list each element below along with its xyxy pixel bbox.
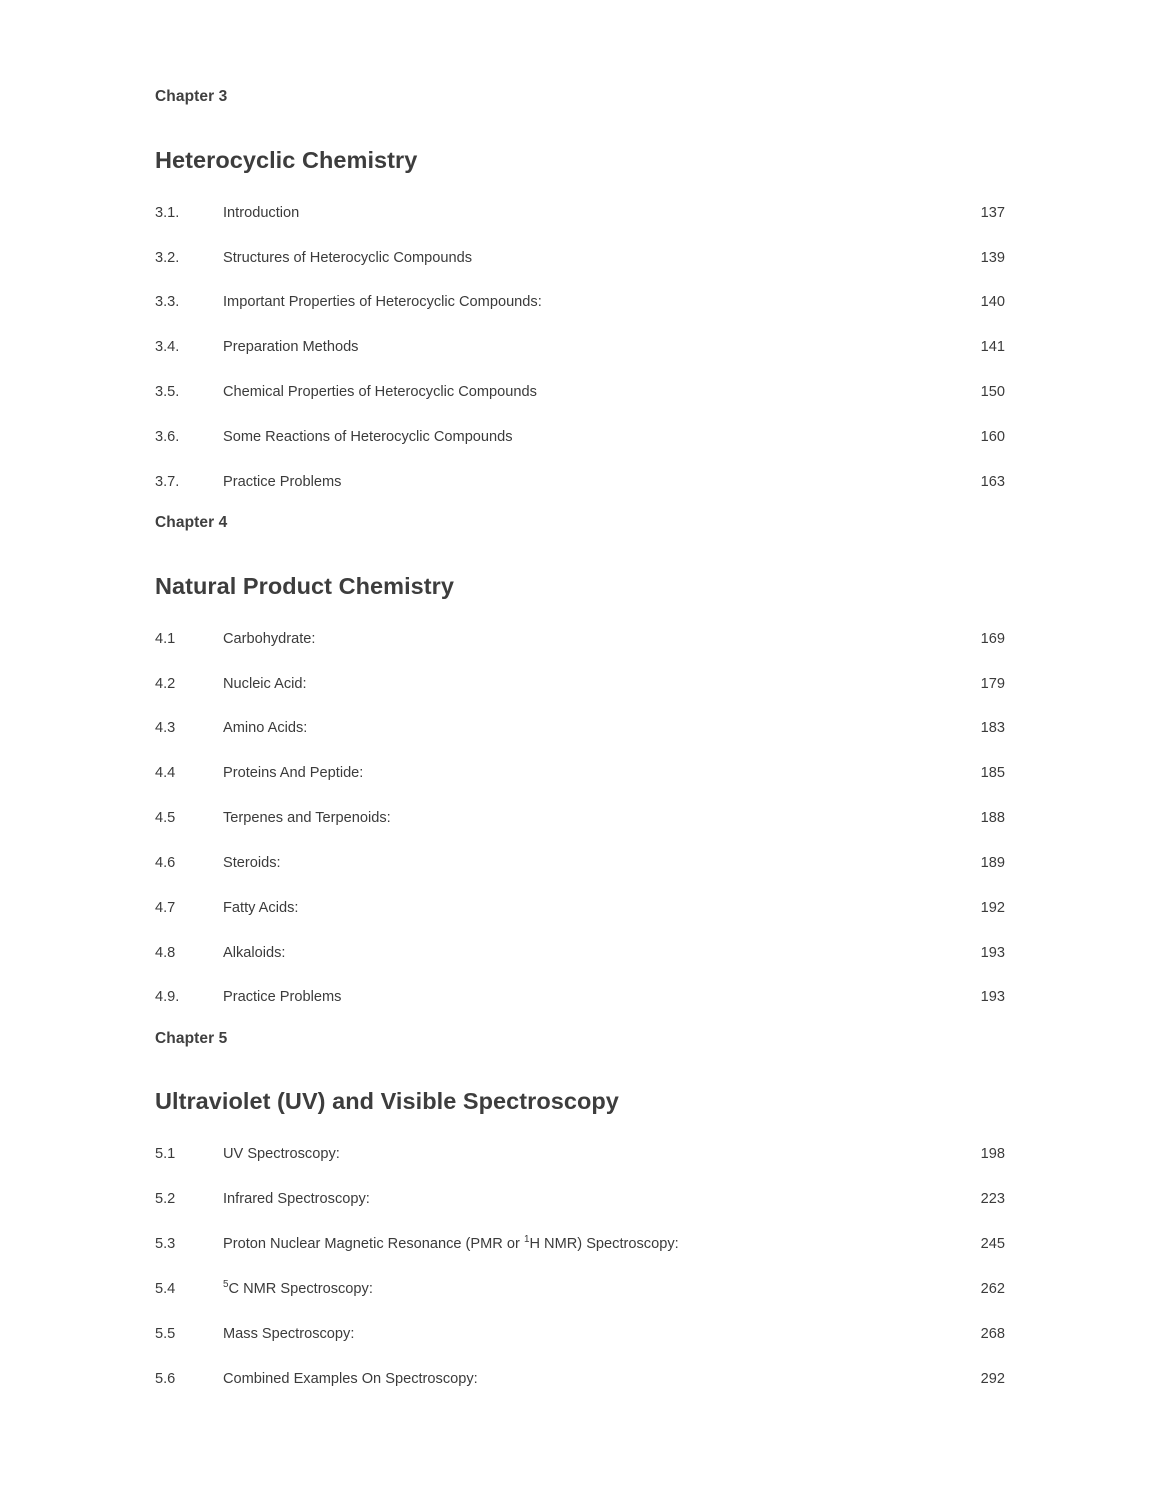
toc-entry-list xyxy=(155,630,1005,1007)
chapter-section-4 xyxy=(155,514,1005,1007)
toc-entry-title: Fatty Acids: xyxy=(223,899,299,916)
toc-entry[interactable] xyxy=(155,630,1005,648)
toc-entry[interactable] xyxy=(155,428,1005,446)
toc-entry[interactable] xyxy=(155,809,1005,827)
chapter-label: Chapter 3 xyxy=(155,88,228,105)
toc-entry-title: Mass Spectroscopy: xyxy=(223,1325,355,1342)
toc-entry-number: 3.6. xyxy=(155,428,180,445)
toc-entry-page: 185 xyxy=(980,765,1005,782)
toc-entry-title: Some Reactions of Heterocyclic Compounds xyxy=(223,428,513,445)
toc-entry[interactable] xyxy=(155,204,1005,222)
toc-entry[interactable] xyxy=(155,1280,1005,1298)
toc-entry-number: 4.9. xyxy=(155,989,180,1006)
toc-entry[interactable] xyxy=(155,1145,1005,1163)
toc-entry-title: Infrared Spectroscopy: xyxy=(223,1191,370,1208)
chapter-title: Heterocyclic Chemistry xyxy=(155,146,418,173)
section-spacer xyxy=(155,491,1005,514)
toc-entry-page: 193 xyxy=(980,944,1005,961)
toc-entry-title: Introduction xyxy=(223,204,300,221)
toc-content xyxy=(155,88,1005,1388)
toc-entry[interactable] xyxy=(155,293,1005,311)
toc-entry[interactable] xyxy=(155,854,1005,872)
toc-entry-title: Proteins And Peptide: xyxy=(223,765,364,782)
toc-entry-list xyxy=(155,1145,1005,1387)
toc-entry-number: 3.1. xyxy=(155,204,180,221)
toc-entry-page: 245 xyxy=(980,1236,1005,1253)
toc-entry[interactable] xyxy=(155,944,1005,962)
toc-entry-page: 188 xyxy=(980,810,1005,827)
toc-entry[interactable] xyxy=(155,719,1005,737)
toc-entry-title: UV Spectroscopy: xyxy=(223,1146,340,1163)
toc-entry-number: 4.4 xyxy=(155,765,176,782)
toc-entry-page: 192 xyxy=(980,899,1005,916)
toc-entry-number: 4.5 xyxy=(155,810,176,827)
toc-entry-title: Practice Problems xyxy=(223,473,342,490)
section-spacer xyxy=(155,1007,1005,1030)
toc-entry[interactable] xyxy=(155,473,1005,491)
toc-entry-page: 160 xyxy=(980,428,1005,445)
chapter-title: Natural Product Chemistry xyxy=(155,572,454,599)
toc-entry-number: 5.5 xyxy=(155,1325,176,1342)
chapter-label: Chapter 5 xyxy=(155,1029,228,1047)
toc-entry-title: Chemical Properties of Heterocyclic Compounds xyxy=(223,384,537,401)
toc-entry-title: Terpenes and Terpenoids: xyxy=(223,810,391,827)
toc-entry-title: Structures of Heterocyclic Compounds xyxy=(223,249,473,266)
toc-entry-number: 5.4 xyxy=(155,1280,176,1297)
toc-entry[interactable] xyxy=(155,1370,1005,1388)
toc-entry-number: 5.3 xyxy=(155,1236,176,1253)
toc-entry-title: Preparation Methods xyxy=(223,339,359,356)
toc-entry-title: Combined Examples On Spectroscopy: xyxy=(223,1370,478,1387)
toc-entry-page: 169 xyxy=(980,630,1005,647)
toc-entry-page: 292 xyxy=(980,1370,1005,1387)
toc-entry-title: Alkaloids: xyxy=(223,944,286,961)
toc-entry-page: 268 xyxy=(980,1325,1005,1342)
toc-entry-number: 4.3 xyxy=(155,720,176,737)
toc-entry-title: Carbohydrate: xyxy=(223,630,316,647)
toc-entry-page: 141 xyxy=(980,339,1005,356)
toc-entry-page: 139 xyxy=(980,249,1005,266)
toc-entry-page: 198 xyxy=(980,1146,1005,1163)
toc-entry-page: 140 xyxy=(980,294,1005,311)
toc-entry-number: 3.4. xyxy=(155,339,180,356)
toc-entry-title: Practice Problems xyxy=(223,989,342,1006)
toc-entry-title: Proton Nuclear Magnetic Resonance (PMR or $^1$H NMR) Spectroscopy: xyxy=(223,1235,679,1253)
toc-entry-page: 179 xyxy=(980,675,1005,692)
toc-entry-list xyxy=(155,204,1005,491)
toc-entry[interactable] xyxy=(155,338,1005,356)
chapter-label: Chapter 4 xyxy=(155,513,228,531)
toc-entry[interactable] xyxy=(155,988,1005,1006)
toc-entry-page: 193 xyxy=(980,989,1005,1006)
chapter-title: Ultraviolet (UV) and Visible Spectroscopy xyxy=(155,1088,619,1115)
toc-entry-page: 189 xyxy=(980,854,1005,871)
toc-entry-title: $^5$C NMR Spectroscopy: xyxy=(223,1279,373,1297)
toc-entry-page: 183 xyxy=(980,720,1005,737)
toc-entry-number: 5.6 xyxy=(155,1370,176,1387)
toc-entry-number: 3.3. xyxy=(155,294,180,311)
chapter-section-3 xyxy=(155,88,1005,491)
toc-entry-page: 223 xyxy=(980,1191,1005,1208)
toc-entry-number: 3.2. xyxy=(155,249,180,266)
toc-entry-number: 3.7. xyxy=(155,473,180,490)
toc-entry-number: 4.7 xyxy=(155,899,176,916)
toc-entry[interactable] xyxy=(155,383,1005,401)
toc-entry-number: 5.1 xyxy=(155,1146,176,1163)
toc-entry-title: Nucleic Acid: xyxy=(223,675,307,692)
chapter-section-5 xyxy=(155,1030,1005,1388)
toc-entry-title: Important Properties of Heterocyclic Compounds: xyxy=(223,294,542,311)
toc-entry[interactable] xyxy=(155,1190,1005,1208)
toc-entry-page: 262 xyxy=(980,1280,1005,1297)
toc-entry-page: 163 xyxy=(980,473,1005,490)
toc-entry-title: Steroids: xyxy=(223,854,281,871)
toc-entry-number: 4.8 xyxy=(155,944,176,961)
toc-entry-number: 5.2 xyxy=(155,1191,176,1208)
toc-entry[interactable] xyxy=(155,1235,1005,1253)
toc-entry-number: 3.5. xyxy=(155,384,180,401)
toc-entry-title: Amino Acids: xyxy=(223,720,308,737)
toc-entry[interactable] xyxy=(155,1325,1005,1343)
toc-entry-number: 4.6 xyxy=(155,854,176,871)
toc-entry-page: 150 xyxy=(980,384,1005,401)
toc-entry-number: 4.1 xyxy=(155,630,176,647)
toc-entry[interactable] xyxy=(155,675,1005,693)
toc-entry[interactable] xyxy=(155,249,1005,267)
toc-entry-page: 137 xyxy=(980,204,1005,221)
toc-entry[interactable] xyxy=(155,899,1005,917)
toc-entry[interactable] xyxy=(155,764,1005,782)
toc-entry-number: 4.2 xyxy=(155,675,176,692)
